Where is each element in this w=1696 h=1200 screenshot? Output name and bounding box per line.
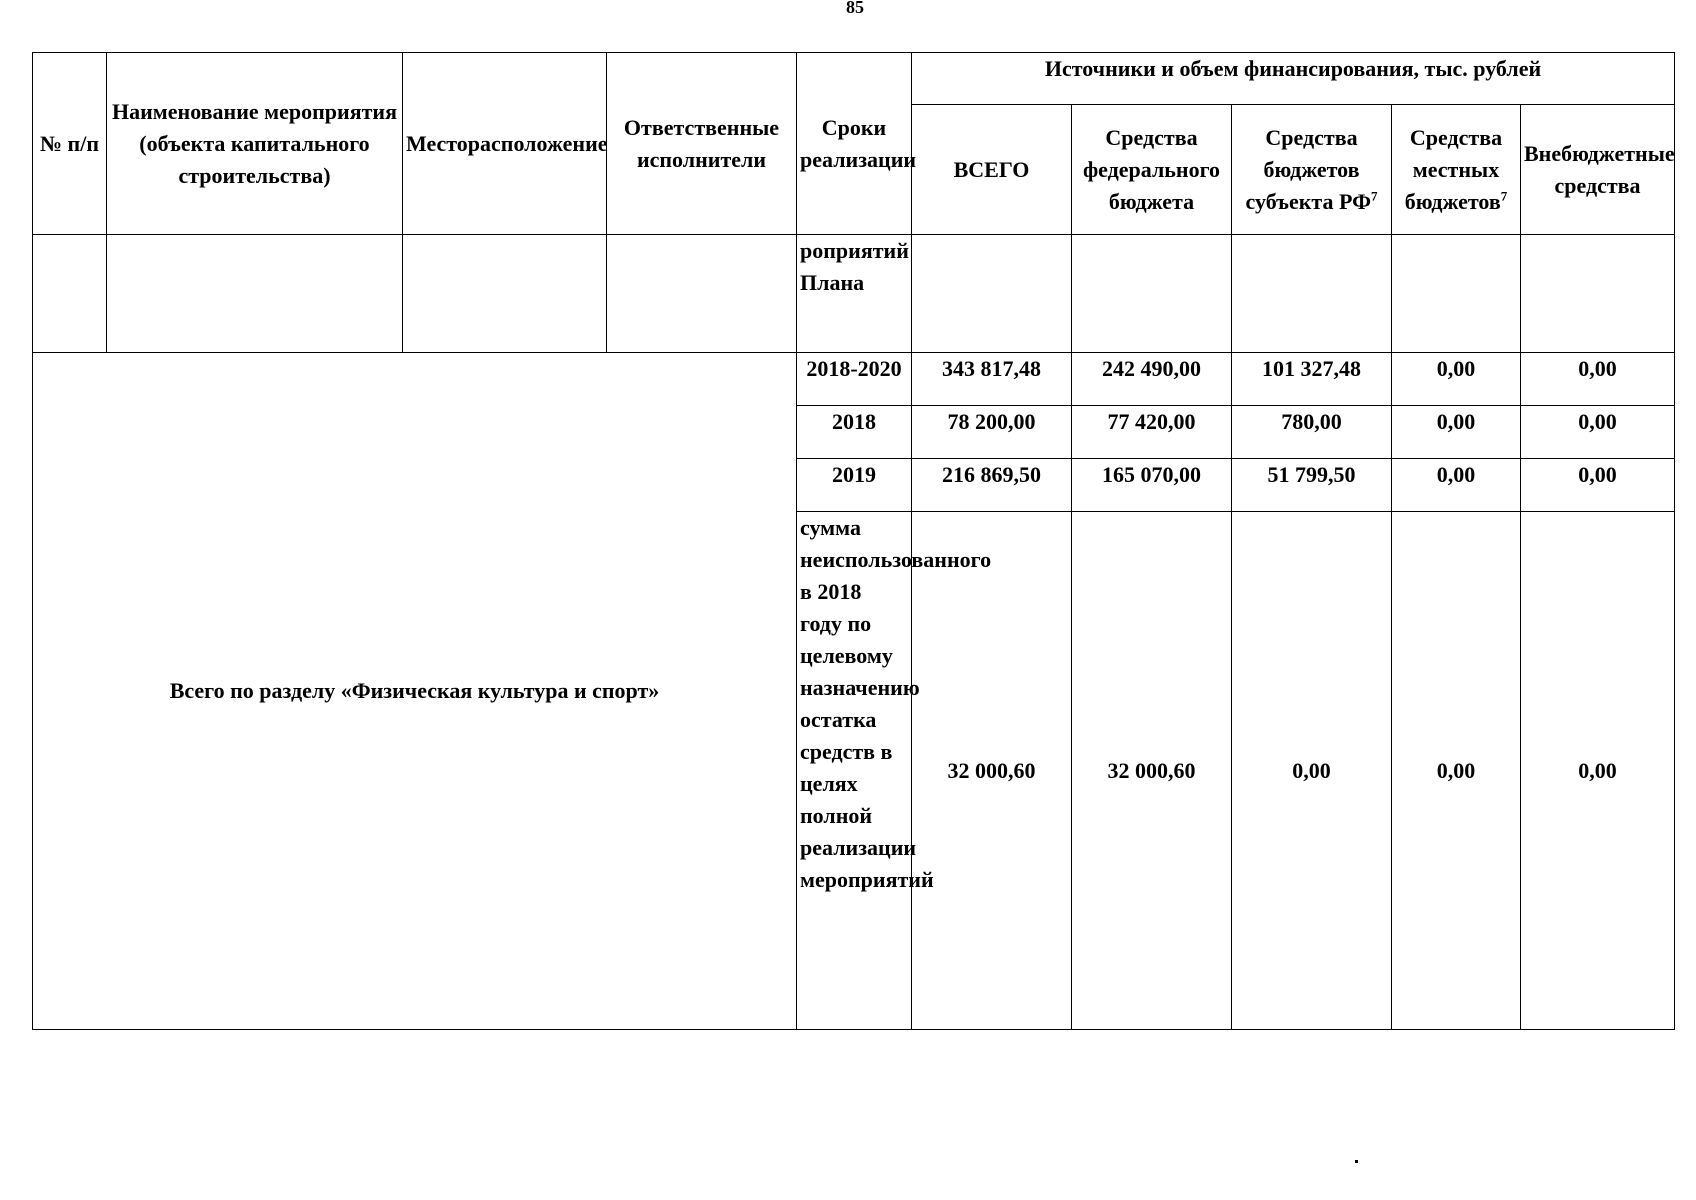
- header-federal: Средства федерального бюджета: [1072, 105, 1232, 235]
- header-financing-title: Источники и объем финансирования, тыс. рублей: [912, 53, 1675, 105]
- empty-cell: [33, 235, 107, 353]
- header-terms: Сроки реализации: [797, 53, 912, 235]
- financing-table: [32, 52, 1675, 1030]
- total-cell: 216 869,50: [912, 459, 1072, 512]
- regional-cell: 101 327,48: [1232, 353, 1392, 406]
- header-total: ВСЕГО: [912, 105, 1072, 235]
- total-cell: 78 200,00: [912, 406, 1072, 459]
- header-location: Месторасположение: [403, 53, 607, 235]
- footnote-mark: 7: [1500, 188, 1508, 204]
- header-responsible: Ответственные исполнители: [607, 53, 797, 235]
- page-number: 85: [846, 0, 864, 17]
- extra-cell: 0,00: [1521, 512, 1675, 1030]
- federal-cell: 165 070,00: [1072, 459, 1232, 512]
- header-local: [1392, 105, 1521, 235]
- empty-cell: [1232, 235, 1392, 353]
- federal-cell: 32 000,60: [1072, 512, 1232, 1030]
- regional-cell: 780,00: [1232, 406, 1392, 459]
- header-local-label: Средства местных бюджетов: [1404, 124, 1503, 214]
- continuation-terms: роприятий Плана: [797, 235, 912, 353]
- period-cell: 2018-2020: [797, 353, 912, 406]
- regional-cell: 0,00: [1232, 512, 1392, 1030]
- period-cell: сумма неиспользованного в 2018 году по целевому назначению остатка средств в целях полной реализации мероприятий: [797, 512, 912, 1030]
- local-cell: 0,00: [1392, 459, 1521, 512]
- empty-cell: [912, 235, 1072, 353]
- header-regional: [1232, 105, 1392, 235]
- table-row: [33, 353, 1675, 406]
- empty-cell: [1392, 235, 1521, 353]
- federal-cell: 242 490,00: [1072, 353, 1232, 406]
- extra-cell: 0,00: [1521, 353, 1675, 406]
- section-total-label: Всего по разделу «Физическая культура и спорт»: [33, 353, 797, 1030]
- header-regional-label: Средства бюджетов субъекта РФ: [1245, 124, 1371, 214]
- empty-cell: [107, 235, 403, 353]
- header-extra: Внебюджетные средства: [1521, 105, 1675, 235]
- footnote-mark: 7: [1370, 188, 1378, 204]
- extra-cell: 0,00: [1521, 406, 1675, 459]
- empty-cell: [1072, 235, 1232, 353]
- total-cell: 343 817,48: [912, 353, 1072, 406]
- header-num: № п/п: [33, 53, 107, 235]
- total-cell: 32 000,60: [912, 512, 1072, 1030]
- header-name: Наименование мероприятия (объекта капитального строительства): [107, 53, 403, 235]
- empty-cell: [607, 235, 797, 353]
- local-cell: 0,00: [1392, 353, 1521, 406]
- continuation-row: [33, 235, 1675, 353]
- federal-cell: 77 420,00: [1072, 406, 1232, 459]
- extra-cell: 0,00: [1521, 459, 1675, 512]
- period-cell: 2019: [797, 459, 912, 512]
- regional-cell: 51 799,50: [1232, 459, 1392, 512]
- empty-cell: [403, 235, 607, 353]
- local-cell: 0,00: [1392, 512, 1521, 1030]
- local-cell: 0,00: [1392, 406, 1521, 459]
- period-cell: 2018: [797, 406, 912, 459]
- empty-cell: [1521, 235, 1675, 353]
- scan-speck: [1355, 1160, 1358, 1163]
